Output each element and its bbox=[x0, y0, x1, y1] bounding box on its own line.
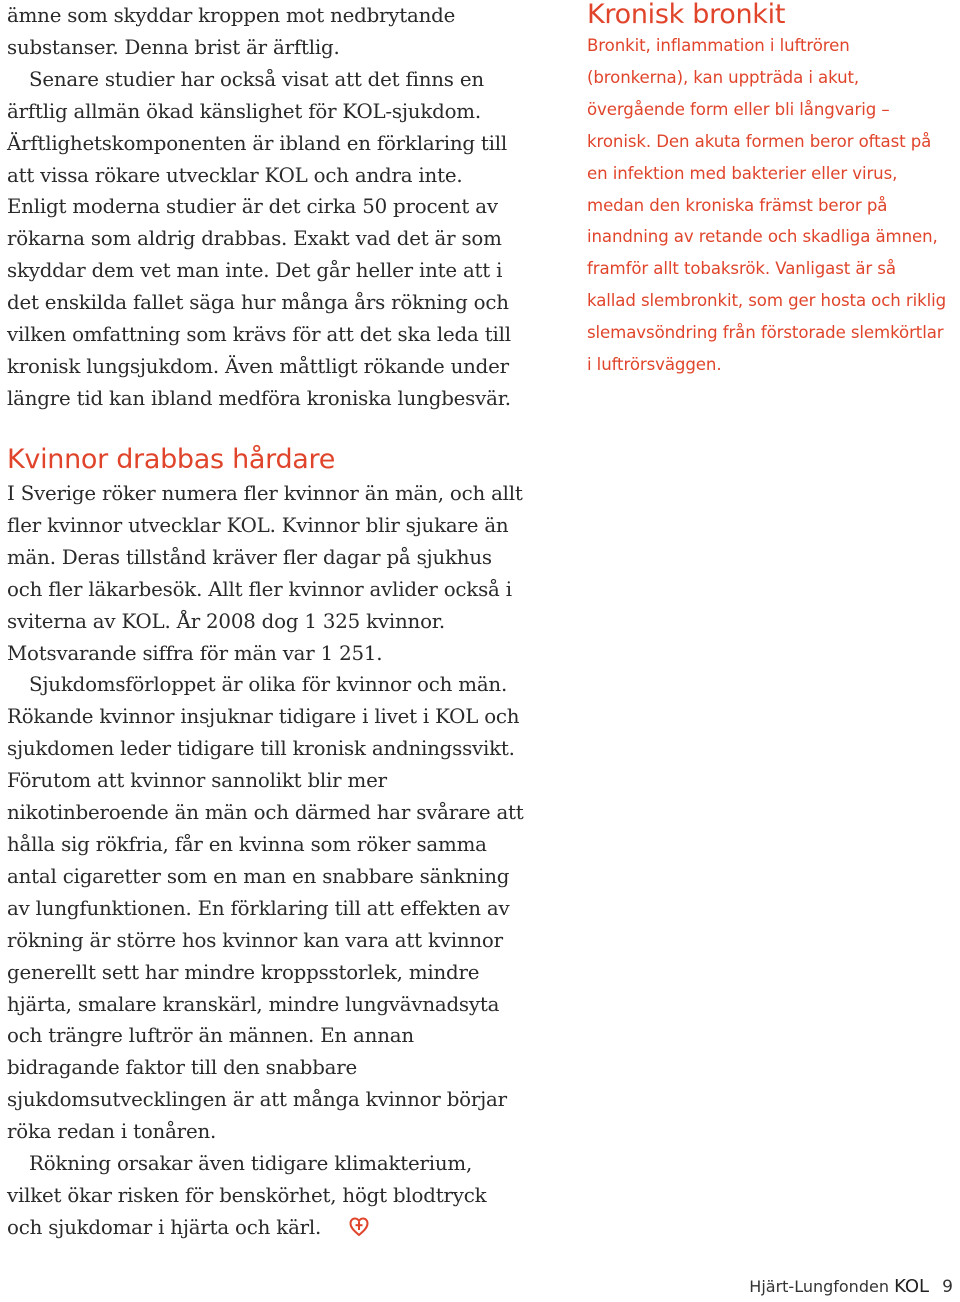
footer-brand: KOL bbox=[894, 1276, 930, 1297]
sidebar-heading: Kronisk bronkit bbox=[587, 0, 786, 30]
women-paragraph-1: I Sverige röker numera fler kvinnor än män, och allt fler kvinnor utvecklar KOL. Kvinnor blir sjukare än män. Deras tillstånd kräver fler dagar på sjukhus och fler läkarbesök. Allt fler kvinnor avlider också i sviterna av KOL. År 2008 dog 1 325 kvinnor. Motsvarande siffra för män var 1 251. bbox=[7, 482, 523, 665]
page-number: 9 bbox=[942, 1277, 953, 1297]
women-paragraph-3 bbox=[7, 1148, 527, 1247]
women-section bbox=[7, 442, 527, 1247]
page-footer bbox=[749, 1276, 953, 1297]
women-heading: Kvinnor drabbas hårdare bbox=[7, 444, 336, 475]
heart-cross-icon bbox=[327, 1215, 369, 1247]
footer-org: Hjärt-Lungfonden bbox=[749, 1277, 889, 1296]
sidebar-box bbox=[587, 0, 947, 381]
intro-paragraph-2: Senare studier har också visat att det finns en ärftlig allmän ökad känslighet för KOL-sjukdom. Ärftlighetskomponenten är ibland en förklaring till att vissa rökare utvecklar KOL och andra inte. Enligt moderna studier är det cirka 50 procent av rökarna som aldrig drabbas. Exakt vad det är som skyddar dem vet man inte. Det går heller inte att i det enskilda fallet säga hur många års rökning och vilken omfattning som krävs för att det ska leda till kronisk lungsjukdom. Även måttligt rökande under längre tid kan ibland medföra kroniska lungbesvär. bbox=[7, 67, 511, 410]
women-paragraph-2: Sjukdomsförloppet är olika för kvinnor och män. Rökande kvinnor insjuknar tidigare i livet i KOL och sjukdomen leder tidigare till kronisk andningssvikt. Förutom att kvinnor sannolikt blir mer nikotinberoende än män och därmed har svårare att hålla sig rökfria, får en kvinna som röker samma antal cigaretter som en man en snabbare sänkning av lungfunktionen. En förklaring till att effekten av rökning är större hos kvinnor kan vara att kvinnor generellt sett har mindre kroppsstorlek, mindre hjärta, smalare kranskärl, mindre lungvävnadsyta och trängre luftrör än männen. En annan bidragande faktor till den snabbare sjukdomsutvecklingen är att många kvinnor börjar röka redan i tonåren. bbox=[7, 673, 524, 1144]
intro-section bbox=[7, 0, 527, 415]
intro-paragraph-1: ämne som skyddar kroppen mot nedbrytande substanser. Denna brist är ärftlig. bbox=[7, 4, 456, 59]
women-paragraph-3-text: Rökning orsakar även tidigare klimakterium, vilket ökar risken för benskörhet, högt blodtryck och sjukdomar i hjärta och kärl. bbox=[7, 1152, 487, 1239]
sidebar-text: Bronkit, inflammation i luftrören (bronkerna), kan uppträda i akut, övergående form eller bli långvarig – kronisk. Den akuta formen beror oftast på en infektion med bakterier eller virus, medan den kroniska främst beror på inandning av retande och skadliga ämnen, framför allt tobaksrök. Vanligast är så kallad slembronkit, som ger hosta och riklig slemavsöndring från förstorade slemkörtlar i luftrörsväggen. bbox=[587, 36, 947, 375]
